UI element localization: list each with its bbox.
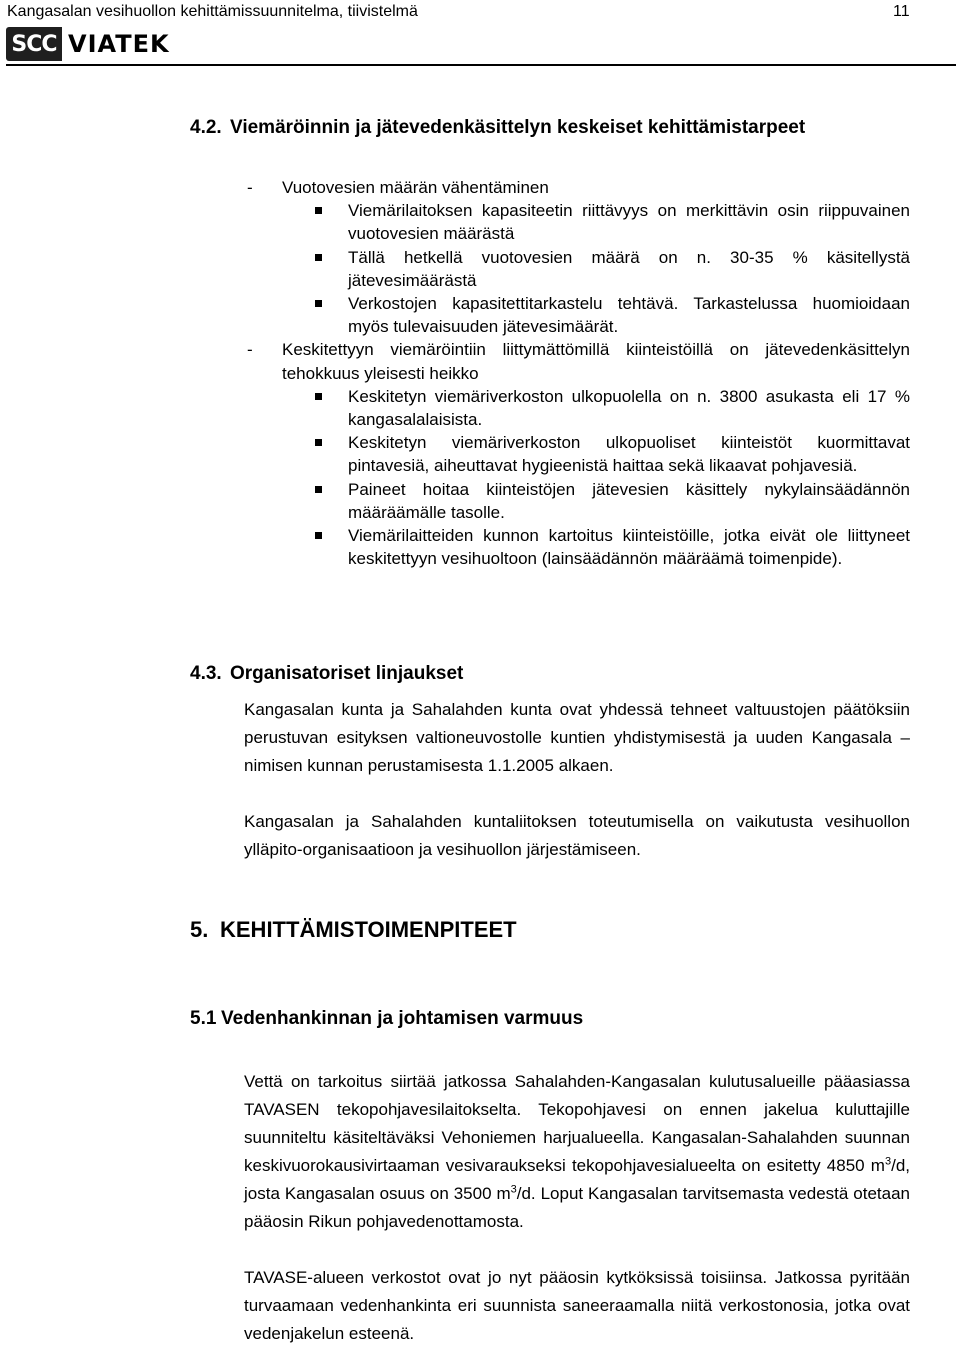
section-5-heading [190,916,517,944]
section-number: 5.1 [190,1008,217,1029]
sub-list-item: Verkostojen kapasitettitarkastelu tehtävä. Tarkastelussa huomioidaan myös tulevaisuuden jätevesimäärät. [244,292,910,338]
bullet-square-icon [315,439,322,446]
requirements-list [244,176,910,570]
bullet-square-icon [315,486,322,493]
bullet-square-icon [315,254,322,261]
section-title: Organisatoriset linjaukset [230,663,464,684]
section-4-3-heading [190,662,463,686]
bullet-square-icon [315,532,322,539]
bullet-square-icon [315,393,322,400]
sub-list-item: Paineet hoitaa kiinteistöjen jätevesien käsittely nykylainsäädännön määräämälle tasolle. [244,478,910,524]
section-title: Vedenhankinnan ja johtamisen varmuus [221,1008,584,1029]
bullet-square-icon [315,207,322,214]
sub-list-item: Viemärilaitteiden kunnon kartoitus kiinteistöille, jotka eivät ole liittyneet keskitettyyn vesihuoltoon (lainsäädännön määräämä toimenpide). [244,524,910,570]
bullet-square-icon [315,300,322,307]
section-number: 5. [190,917,209,942]
paragraph: Kangasalan kunta ja Sahalahden kunta ovat yhdessä tehneet valtuustojen päätöksiin perustuvan esityksen valtioneuvostolle kuntien yhdistymisestä ja uuden Kangasala –nimisen kunnan perustamisesta 1.1.2005 alkaen. [244,700,910,775]
section-number: 4.2. [190,117,222,138]
sub-list-item: Tällä hetkellä vuotovesien määrä on n. 30-35 % käsitellystä jätevesimäärästä [244,246,910,292]
sub-list-item: Keskitetyn viemäriverkoston ulkopuolella on n. 3800 asukasta eli 17 % kangasalalaisista. [244,385,910,431]
section-4-2-heading [190,116,805,140]
section-5-1-body [244,1068,910,1348]
company-logo [6,24,170,64]
section-4-3-body [244,696,910,864]
page-number: 11 [893,3,910,20]
paragraph: TAVASE-alueen verkostot ovat jo nyt pääosin kytköksissä toisiinsa. Jatkossa pyritään turvaamaan vedenhankinta eri suunnista saneeraamalla niitä verkostonosia, jotka ovat vedenjakelun esteenä. [244,1268,910,1343]
paragraph: Vettä on tarkoitus siirtää jatkossa Sahalahden-Kangasalan kulutusalueille pääasiassa TAVASEN tekopohjavesilaitokselta. Tekopohjavesi on ennen jakelua kuluttajille suunniteltu käsiteltäväksi Vehoniemen harjualueella. Kangasalan-Sahalahden suunnan keskivuorokausivirtaaman vesivaraukseksi tekopohjavesialueelta on esitetty 4850 $m^3/d$, josta Kangasalan osuus on 3500 $m^3/d$. Loput Kangasalan tarvitsemasta vedestä otetaan pääosin Rikun pohjavedenottamosta. [244,1072,910,1231]
header-divider [6,64,956,66]
logo-wordmark: VIATEK [68,30,170,58]
document-header-title: Kangasalan vesihuollon kehittämissuunnitelma, tiivistelmä [7,3,418,20]
section-5-1-heading [190,1007,583,1031]
sub-list-item: Keskitetyn viemäriverkoston ulkopuoliset kiinteistöt kuormittavat pintavesiä, aiheuttavat hygieenistä haittaa sekä likaavat pohjavesiä. [244,431,910,477]
section-number: 4.3. [190,663,222,684]
list-item: - Vuotovesien määrän vähentäminen [247,178,549,197]
section-title: KEHITTÄMISTOIMENPITEET [220,917,517,942]
sub-list-item: Viemärilaitoksen kapasiteetin riittävyys on merkittävin osin riippuvainen vuotovesien määrästä [244,199,910,245]
section-title: Viemäröinnin ja jätevedenkäsittelyn keskeiset kehittämistarpeet [230,117,806,138]
paragraph: Kangasalan ja Sahalahden kuntaliitoksen toteutumisella on vaikutusta vesihuollon ylläpito-organisaatioon ja vesihuollon järjestämiseen. [244,812,910,859]
logo-mark: SCC [6,27,62,61]
list-item: - Keskitettyyn viemäröintiin liittymättömillä kiinteistöillä on jätevedenkäsittelyn tehokkuus yleisesti heikko [247,340,910,383]
